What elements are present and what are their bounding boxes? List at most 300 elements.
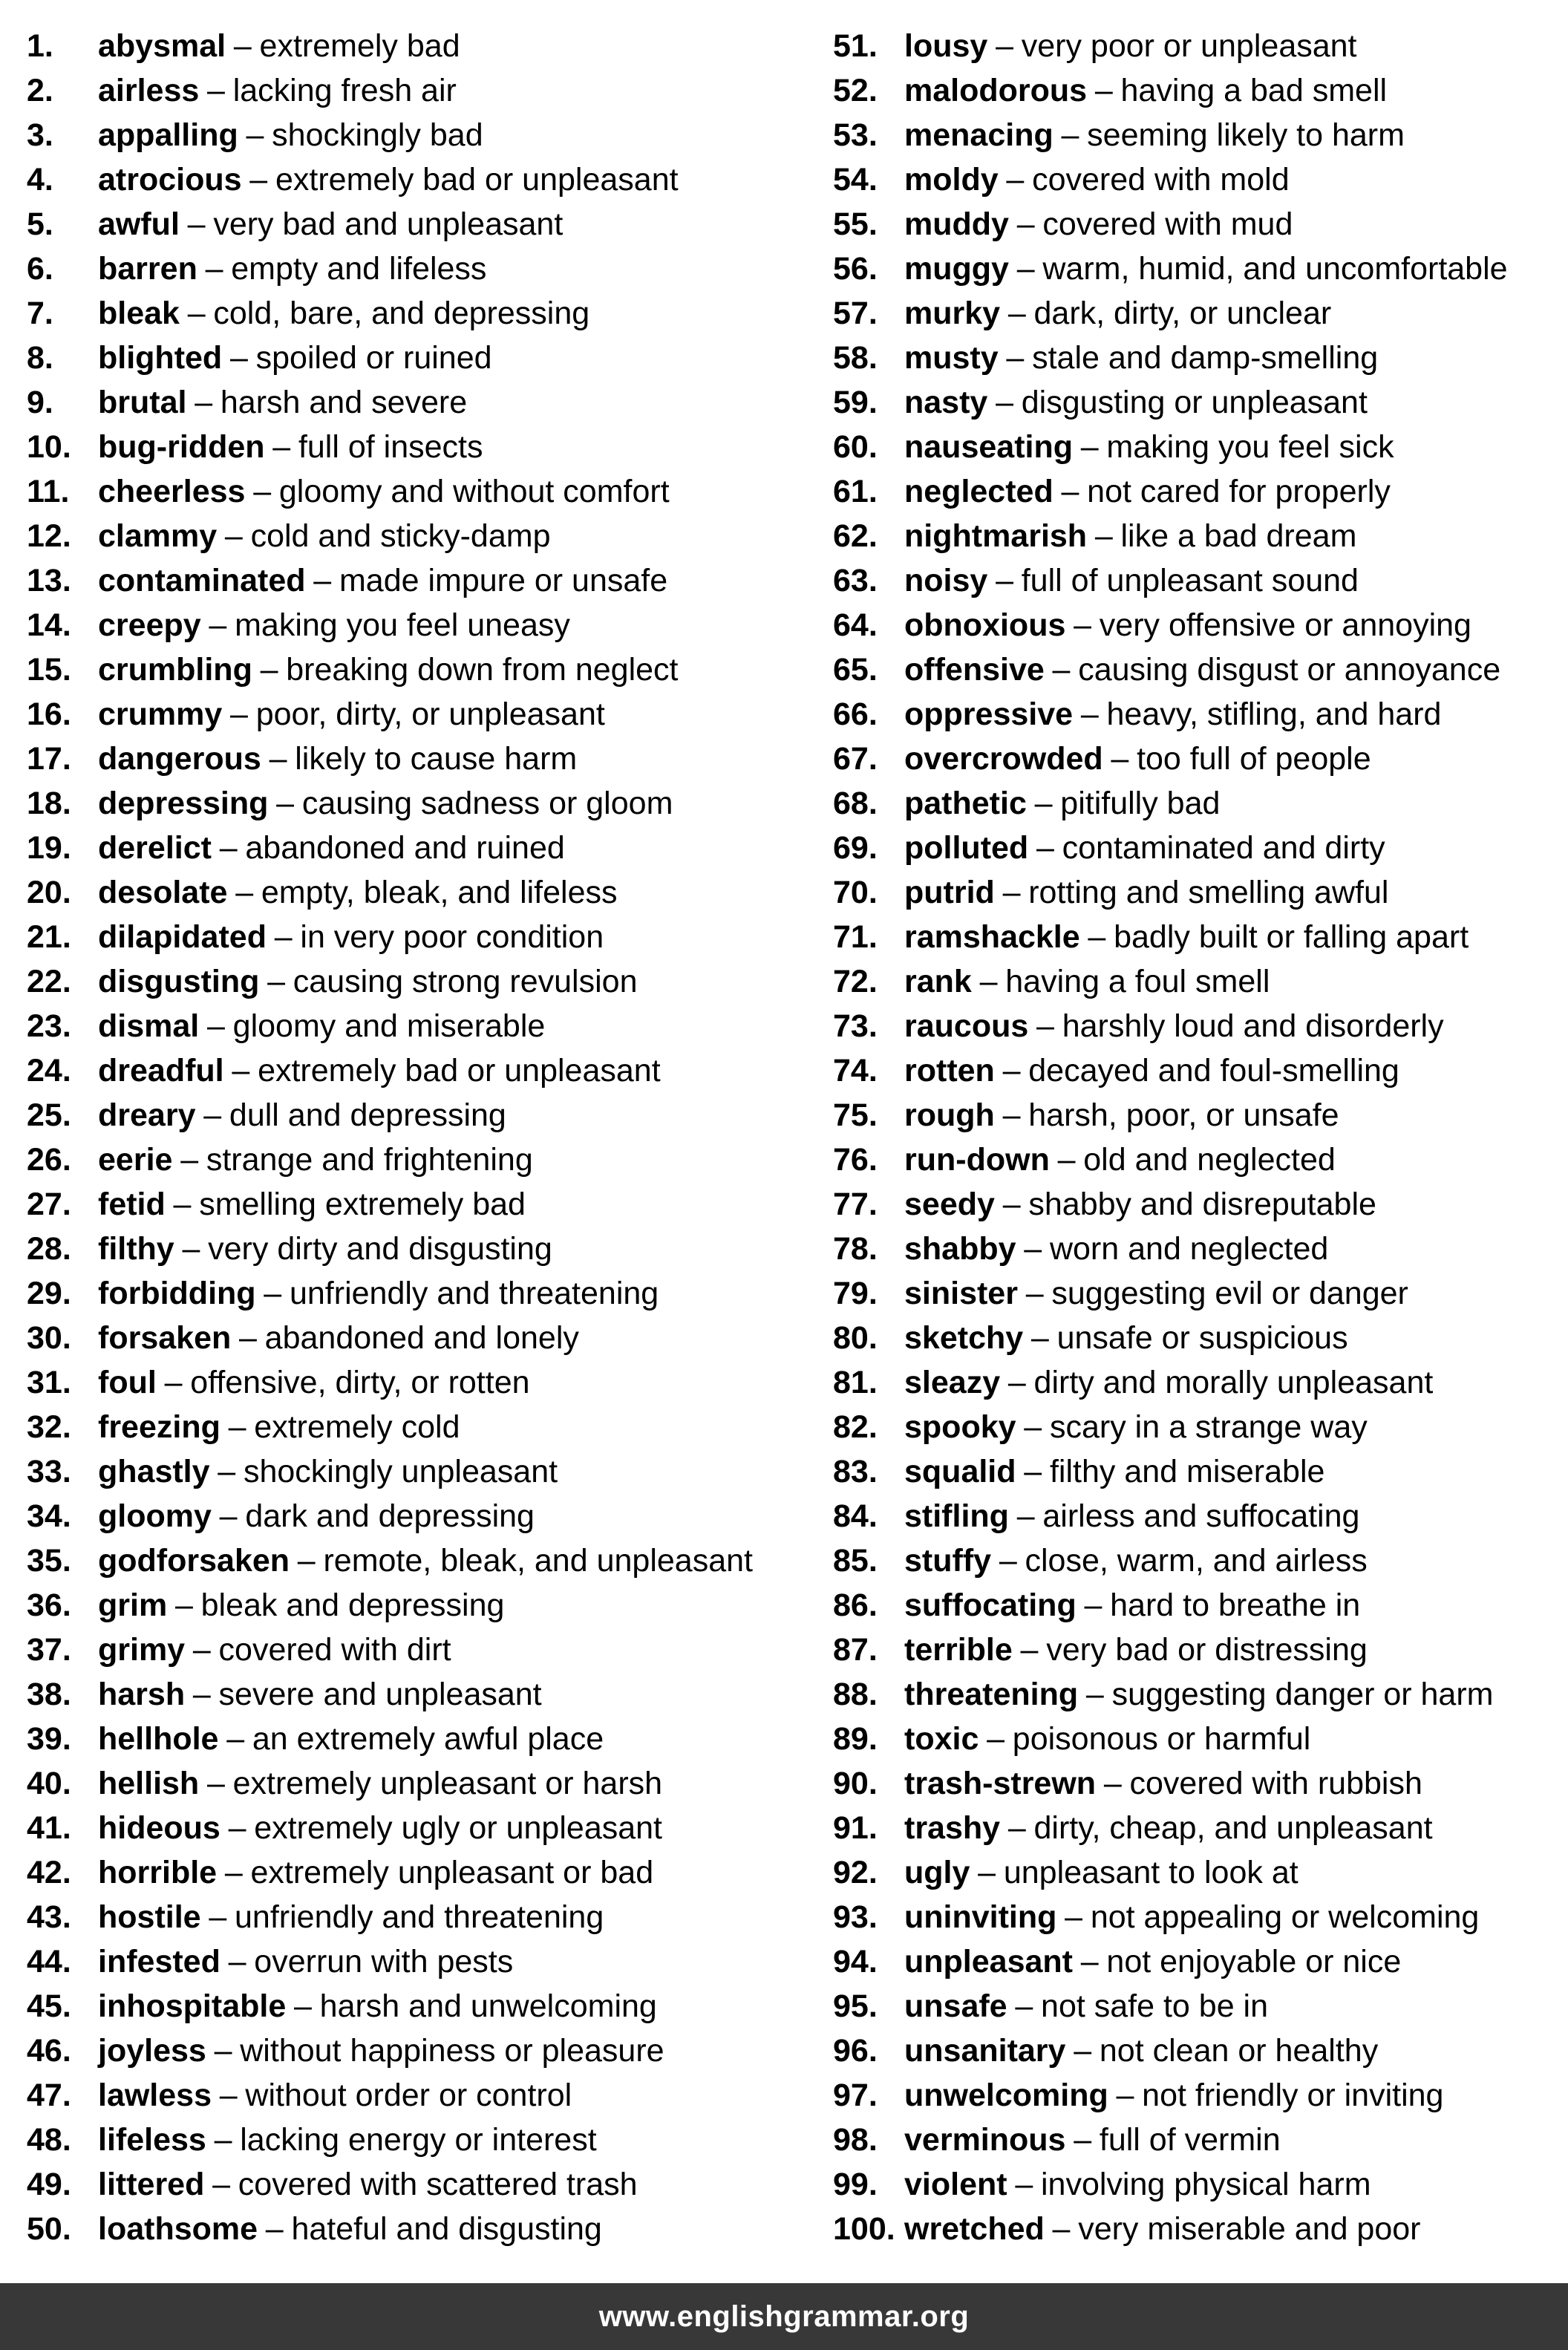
list-item xyxy=(833,2118,1557,2162)
item-definition: shockingly bad xyxy=(272,117,483,153)
item-number: 33. xyxy=(27,1454,71,1489)
item-dash-separator: – xyxy=(228,1810,246,1846)
item-dash-separator: – xyxy=(187,296,206,331)
item-word: filthy xyxy=(98,1231,174,1267)
item-word: ramshackle xyxy=(904,919,1080,955)
item-definition: dark and depressing xyxy=(245,1498,535,1534)
item-dash-separator: – xyxy=(1016,251,1035,287)
item-number: 69. xyxy=(833,830,878,866)
item-number: 42. xyxy=(27,1855,71,1890)
item-definition: having a bad smell xyxy=(1120,73,1388,108)
item-number: 22. xyxy=(27,964,71,999)
list-item xyxy=(833,1138,1557,1182)
list-item xyxy=(833,826,1557,870)
list-item xyxy=(27,2118,799,2162)
item-definition: unpleasant to look at xyxy=(1003,1855,1298,1890)
item-dash-separator: – xyxy=(1036,830,1054,866)
item-definition: shockingly unpleasant xyxy=(243,1454,558,1489)
item-word: polluted xyxy=(904,830,1029,866)
item-definition: too full of people xyxy=(1137,741,1371,777)
list-item xyxy=(27,247,799,291)
item-number: 50. xyxy=(27,2211,71,2247)
item-number: 46. xyxy=(27,2033,71,2069)
item-dash-separator: – xyxy=(1034,786,1053,821)
list-item xyxy=(27,2028,799,2073)
item-word: obnoxious xyxy=(904,607,1066,643)
item-definition: abandoned and lonely xyxy=(264,1320,579,1356)
item-number: 87. xyxy=(833,1632,878,1668)
list-item xyxy=(27,1806,799,1850)
item-word: eerie xyxy=(98,1142,173,1178)
footer-website[interactable]: www.englishgrammar.org xyxy=(598,2300,970,2333)
item-number: 71. xyxy=(833,919,878,955)
item-number: 65. xyxy=(833,652,878,688)
item-definition: very bad or distressing xyxy=(1046,1632,1368,1668)
item-definition: not cared for properly xyxy=(1087,474,1391,509)
list-item xyxy=(833,68,1557,113)
item-number: 100. xyxy=(833,2211,895,2247)
item-word: dreadful xyxy=(98,1053,224,1088)
item-number: 52. xyxy=(833,73,878,108)
item-definition: not friendly or inviting xyxy=(1142,2078,1444,2113)
item-number: 53. xyxy=(833,117,878,153)
list-item xyxy=(27,1227,799,1271)
item-definition: pitifully bad xyxy=(1060,786,1221,821)
item-dash-separator: – xyxy=(212,2167,231,2202)
item-definition: decayed and foul-smelling xyxy=(1028,1053,1399,1088)
item-word: bug-ridden xyxy=(98,429,265,465)
item-word: trash-strewn xyxy=(904,1766,1097,1801)
item-word: neglected xyxy=(904,474,1054,509)
item-number: 12. xyxy=(27,518,71,554)
list-item xyxy=(27,425,799,469)
item-dash-separator: – xyxy=(239,1320,257,1356)
item-dash-separator: – xyxy=(1006,162,1025,198)
item-dash-separator: – xyxy=(264,1276,282,1311)
item-number: 82. xyxy=(833,1409,878,1445)
list-item xyxy=(833,1939,1557,1984)
item-number: 93. xyxy=(833,1899,878,1935)
item-number: 5. xyxy=(27,206,53,242)
item-definition: gloomy and without comfort xyxy=(278,474,670,509)
item-definition: severe and unpleasant xyxy=(218,1677,542,1712)
list-item xyxy=(833,202,1557,247)
list-item xyxy=(833,514,1557,558)
item-word: grim xyxy=(98,1587,168,1623)
list-item xyxy=(833,1004,1557,1048)
item-number: 36. xyxy=(27,1587,71,1623)
item-dash-separator: – xyxy=(1061,474,1079,509)
item-word: pathetic xyxy=(904,786,1027,821)
list-item xyxy=(27,1583,799,1628)
list-item xyxy=(833,2073,1557,2118)
item-definition: badly built or falling apart xyxy=(1114,919,1469,955)
list-item xyxy=(833,647,1557,692)
item-dash-separator: – xyxy=(192,1632,211,1668)
item-number: 26. xyxy=(27,1142,71,1178)
item-word: musty xyxy=(904,340,999,376)
item-dash-separator: – xyxy=(1007,296,1026,331)
item-word: crumbling xyxy=(98,652,252,688)
item-word: threatening xyxy=(904,1677,1079,1712)
item-number: 10. xyxy=(27,429,71,465)
word-list-left-column xyxy=(27,24,799,2251)
item-number: 15. xyxy=(27,652,71,688)
item-definition: extremely ugly or unpleasant xyxy=(254,1810,663,1846)
list-item xyxy=(833,558,1557,603)
list-item xyxy=(27,1271,799,1316)
item-number: 66. xyxy=(833,696,878,732)
item-word: clammy xyxy=(98,518,218,554)
item-number: 16. xyxy=(27,696,71,732)
item-word: wretched xyxy=(904,2211,1045,2247)
item-number: 92. xyxy=(833,1855,878,1890)
list-item xyxy=(833,24,1557,68)
item-definition: cold, bare, and depressing xyxy=(213,296,590,331)
item-dash-separator: – xyxy=(1065,1899,1083,1935)
item-definition: offensive, dirty, or rotten xyxy=(190,1365,530,1400)
item-definition: contaminated and dirty xyxy=(1062,830,1385,866)
list-item xyxy=(833,1538,1557,1583)
list-item xyxy=(833,781,1557,826)
item-number: 68. xyxy=(833,786,878,821)
list-item xyxy=(27,1182,799,1227)
item-dash-separator: – xyxy=(226,1721,245,1757)
item-definition: breaking down from neglect xyxy=(286,652,679,688)
item-dash-separator: – xyxy=(1016,206,1035,242)
item-word: lawless xyxy=(98,2078,212,2113)
item-word: toxic xyxy=(904,1721,979,1757)
item-definition: dirty and morally unpleasant xyxy=(1033,1365,1434,1400)
item-dash-separator: – xyxy=(1002,1097,1021,1133)
item-definition: dark, dirty, or unclear xyxy=(1033,296,1332,331)
list-item xyxy=(833,1672,1557,1717)
item-word: rotten xyxy=(904,1053,995,1088)
item-number: 99. xyxy=(833,2167,878,2202)
item-number: 56. xyxy=(833,251,878,287)
item-number: 34. xyxy=(27,1498,71,1534)
item-definition: covered with rubbish xyxy=(1129,1766,1422,1801)
item-word: nasty xyxy=(904,385,988,420)
item-number: 73. xyxy=(833,1008,878,1044)
list-item xyxy=(833,692,1557,737)
item-number: 1. xyxy=(27,28,53,64)
item-definition: remote, bleak, and unpleasant xyxy=(323,1543,753,1579)
item-definition: dirty, cheap, and unpleasant xyxy=(1033,1810,1433,1846)
item-word: trashy xyxy=(904,1810,1001,1846)
list-item xyxy=(27,2162,799,2207)
item-dash-separator: – xyxy=(1103,1766,1122,1801)
item-word: squalid xyxy=(904,1454,1016,1489)
item-word: brutal xyxy=(98,385,187,420)
item-word: menacing xyxy=(904,117,1054,153)
list-item xyxy=(833,2207,1557,2251)
item-definition: poisonous or harmful xyxy=(1012,1721,1311,1757)
item-word: moldy xyxy=(904,162,999,198)
list-item xyxy=(27,24,799,68)
item-definition: covered with dirt xyxy=(218,1632,451,1668)
item-dash-separator: – xyxy=(195,385,213,420)
item-definition: bleak and depressing xyxy=(200,1587,505,1623)
item-dash-separator: – xyxy=(219,830,238,866)
list-item xyxy=(833,1182,1557,1227)
item-definition: involving physical harm xyxy=(1041,2167,1371,2202)
item-definition: very dirty and disgusting xyxy=(208,1231,552,1267)
item-dash-separator: – xyxy=(265,2211,284,2247)
item-definition: scary in a strange way xyxy=(1049,1409,1368,1445)
item-word: suffocating xyxy=(904,1587,1077,1623)
item-word: lousy xyxy=(904,28,988,64)
item-dash-separator: – xyxy=(978,1855,996,1890)
item-number: 62. xyxy=(833,518,878,554)
item-word: stifling xyxy=(904,1498,1009,1534)
item-word: atrocious xyxy=(98,162,242,198)
item-definition: gloomy and miserable xyxy=(232,1008,546,1044)
item-definition: lacking fresh air xyxy=(232,73,457,108)
list-item xyxy=(833,2028,1557,2073)
list-item xyxy=(833,1806,1557,1850)
item-word: infested xyxy=(98,1944,220,1979)
item-word: grimy xyxy=(98,1632,186,1668)
item-definition: very offensive or annoying xyxy=(1099,607,1471,643)
item-word: unsafe xyxy=(904,1988,1007,2024)
item-word: hellish xyxy=(98,1766,200,1801)
list-item xyxy=(27,2207,799,2251)
list-item xyxy=(27,870,799,915)
list-item xyxy=(833,870,1557,915)
item-word: cheerless xyxy=(98,474,246,509)
item-definition: unfriendly and threatening xyxy=(235,1899,604,1935)
item-word: gloomy xyxy=(98,1498,212,1534)
item-word: desolate xyxy=(98,875,228,910)
item-definition: close, warm, and airless xyxy=(1025,1543,1368,1579)
item-word: dangerous xyxy=(98,741,261,777)
item-definition: not safe to be in xyxy=(1041,1988,1269,2024)
item-definition: strange and frightening xyxy=(206,1142,533,1178)
item-dash-separator: – xyxy=(996,28,1013,64)
item-number: 97. xyxy=(833,2078,878,2113)
list-item xyxy=(833,1271,1557,1316)
list-item xyxy=(833,1984,1557,2028)
item-dash-separator: – xyxy=(313,563,332,598)
list-item xyxy=(833,1316,1557,1360)
list-item xyxy=(833,1405,1557,1449)
item-number: 76. xyxy=(833,1142,878,1178)
item-number: 58. xyxy=(833,340,878,376)
item-number: 98. xyxy=(833,2122,878,2158)
item-number: 81. xyxy=(833,1365,878,1400)
item-word: sleazy xyxy=(904,1365,1001,1400)
item-dash-separator: – xyxy=(1084,1587,1102,1623)
item-dash-separator: – xyxy=(224,518,243,554)
item-word: spooky xyxy=(904,1409,1016,1445)
item-dash-separator: – xyxy=(232,1053,250,1088)
item-dash-separator: – xyxy=(203,1097,222,1133)
item-definition: in very poor condition xyxy=(300,919,604,955)
list-item xyxy=(833,469,1557,514)
item-word: sinister xyxy=(904,1276,1018,1311)
list-item xyxy=(27,202,799,247)
item-definition: very bad and unpleasant xyxy=(213,206,564,242)
item-word: littered xyxy=(98,2167,205,2202)
item-definition: extremely unpleasant or harsh xyxy=(232,1766,663,1801)
item-definition: warm, humid, and uncomfortable xyxy=(1042,251,1508,287)
item-dash-separator: – xyxy=(228,1409,246,1445)
item-dash-separator: – xyxy=(996,385,1014,420)
item-dash-separator: – xyxy=(987,1721,1005,1757)
item-dash-separator: – xyxy=(996,563,1013,598)
item-word: verminous xyxy=(904,2122,1066,2158)
item-dash-separator: – xyxy=(1074,607,1092,643)
item-word: nightmarish xyxy=(904,518,1088,554)
item-number: 90. xyxy=(833,1766,878,1801)
item-word: godforsaken xyxy=(98,1543,290,1579)
item-word: disgusting xyxy=(98,964,260,999)
item-word: appalling xyxy=(98,117,238,153)
item-number: 67. xyxy=(833,741,878,777)
item-word: lifeless xyxy=(98,2122,206,2158)
item-dash-separator: – xyxy=(249,162,268,198)
item-dash-separator: – xyxy=(999,1543,1017,1579)
item-word: violent xyxy=(904,2167,1007,2202)
item-dash-separator: – xyxy=(1024,1454,1042,1489)
list-item xyxy=(833,157,1557,202)
item-dash-separator: – xyxy=(979,964,998,999)
list-item xyxy=(833,915,1557,959)
item-word: shabby xyxy=(904,1231,1016,1267)
item-dash-separator: – xyxy=(164,1365,183,1400)
item-word: murky xyxy=(904,296,1001,331)
list-item xyxy=(833,1850,1557,1895)
item-word: freezing xyxy=(98,1409,220,1445)
item-number: 74. xyxy=(833,1053,878,1088)
item-dash-separator: – xyxy=(1080,1944,1099,1979)
item-definition: airless and suffocating xyxy=(1042,1498,1360,1534)
item-dash-separator: – xyxy=(1057,1142,1076,1178)
item-definition: extremely bad or unpleasant xyxy=(258,1053,661,1088)
list-item xyxy=(833,1360,1557,1405)
item-word: raucous xyxy=(904,1008,1029,1044)
item-number: 23. xyxy=(27,1008,71,1044)
item-definition: poor, dirty, or unpleasant xyxy=(255,696,605,732)
item-number: 24. xyxy=(27,1053,71,1088)
item-definition: covered with scattered trash xyxy=(238,2167,638,2202)
item-word: nauseating xyxy=(904,429,1073,465)
item-definition: dull and depressing xyxy=(229,1097,506,1133)
item-number: 29. xyxy=(27,1276,71,1311)
item-number: 43. xyxy=(27,1899,71,1935)
item-word: seedy xyxy=(904,1187,995,1222)
item-number: 9. xyxy=(27,385,53,420)
list-item xyxy=(27,291,799,336)
item-definition: not enjoyable or nice xyxy=(1106,1944,1402,1979)
item-definition: rotting and smelling awful xyxy=(1028,875,1389,910)
item-word: sketchy xyxy=(904,1320,1024,1356)
item-definition: likely to cause harm xyxy=(295,741,578,777)
item-dash-separator: – xyxy=(1036,1008,1054,1044)
item-word: uninviting xyxy=(904,1899,1057,1935)
item-definition: having a foul smell xyxy=(1005,964,1270,999)
item-dash-separator: – xyxy=(272,429,291,465)
item-word: putrid xyxy=(904,875,995,910)
list-item xyxy=(833,291,1557,336)
item-definition: unsafe or suspicious xyxy=(1056,1320,1348,1356)
item-dash-separator: – xyxy=(214,2122,232,2158)
item-definition: not clean or healthy xyxy=(1099,2033,1379,2069)
item-word: foul xyxy=(98,1365,157,1400)
item-dash-separator: – xyxy=(173,1187,192,1222)
item-definition: harsh and unwelcoming xyxy=(319,1988,657,2024)
item-number: 35. xyxy=(27,1543,71,1579)
list-item xyxy=(27,781,799,826)
item-number: 75. xyxy=(833,1097,878,1133)
item-number: 25. xyxy=(27,1097,71,1133)
item-number: 18. xyxy=(27,786,71,821)
item-word: rank xyxy=(904,964,972,999)
list-item xyxy=(833,959,1557,1004)
item-number: 45. xyxy=(27,1988,71,2024)
item-dash-separator: – xyxy=(233,28,252,64)
item-number: 57. xyxy=(833,296,878,331)
item-number: 8. xyxy=(27,340,53,376)
list-item xyxy=(27,915,799,959)
item-number: 51. xyxy=(833,28,878,64)
item-word: awful xyxy=(98,206,180,242)
item-dash-separator: – xyxy=(206,1008,225,1044)
item-word: inhospitable xyxy=(98,1988,287,2024)
list-item xyxy=(27,1984,799,2028)
item-dash-separator: – xyxy=(1024,1231,1042,1267)
list-item xyxy=(27,558,799,603)
item-number: 80. xyxy=(833,1320,878,1356)
item-number: 28. xyxy=(27,1231,71,1267)
item-dash-separator: – xyxy=(1007,1810,1026,1846)
list-item xyxy=(27,1405,799,1449)
item-definition: without order or control xyxy=(245,2078,572,2113)
list-item xyxy=(27,1360,799,1405)
list-item xyxy=(27,1895,799,1939)
item-number: 41. xyxy=(27,1810,71,1846)
item-definition: causing sadness or gloom xyxy=(301,786,673,821)
list-item xyxy=(833,425,1557,469)
item-number: 95. xyxy=(833,1988,878,2024)
item-dash-separator: – xyxy=(206,1766,225,1801)
item-definition: spoiled or ruined xyxy=(255,340,492,376)
item-word: rough xyxy=(904,1097,995,1133)
item-word: unpleasant xyxy=(904,1944,1073,1979)
list-item xyxy=(833,1895,1557,1939)
item-number: 32. xyxy=(27,1409,71,1445)
item-dash-separator: – xyxy=(293,1988,312,2024)
list-item xyxy=(27,603,799,647)
item-number: 85. xyxy=(833,1543,878,1579)
list-item xyxy=(27,68,799,113)
item-definition: stale and damp-smelling xyxy=(1032,340,1379,376)
item-number: 55. xyxy=(833,206,878,242)
item-definition: very poor or unpleasant xyxy=(1021,28,1357,64)
item-definition: made impure or unsafe xyxy=(339,563,668,598)
item-word: forsaken xyxy=(98,1320,232,1356)
item-word: overcrowded xyxy=(904,741,1103,777)
item-word: depressing xyxy=(98,786,269,821)
list-item xyxy=(27,1850,799,1895)
item-word: derelict xyxy=(98,830,212,866)
item-definition: seeming likely to harm xyxy=(1087,117,1405,153)
item-number: 94. xyxy=(833,1944,878,1979)
list-item xyxy=(27,514,799,558)
item-definition: cold and sticky-damp xyxy=(250,518,551,554)
list-item xyxy=(833,336,1557,380)
